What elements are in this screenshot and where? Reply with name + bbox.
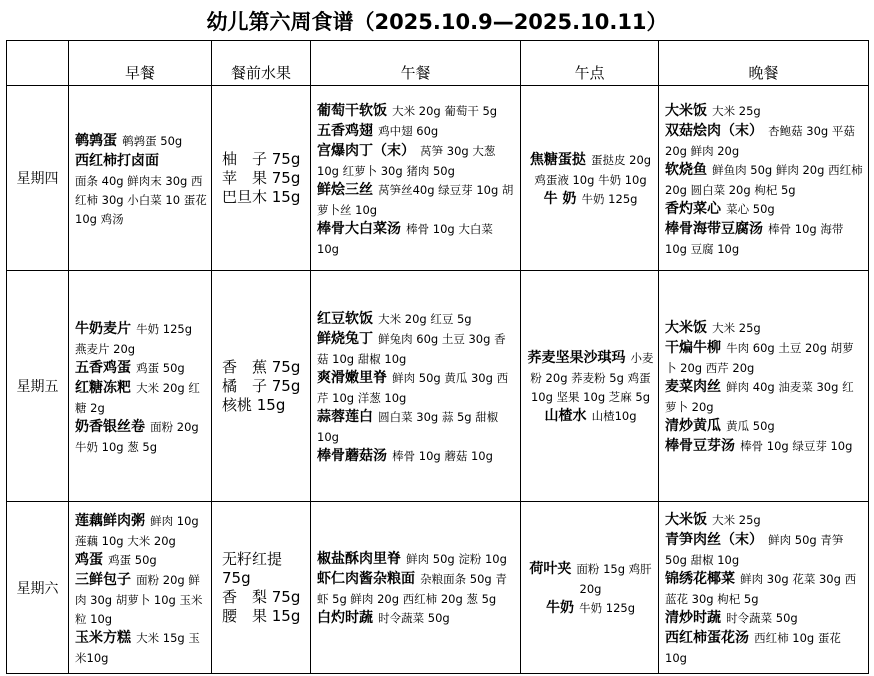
dish-ingredients: 鸡中翅 60g (378, 123, 439, 138)
fruit-item: 腰 果 15g (222, 606, 301, 625)
dish-ingredients: 面粉 20g 鲜肉 30g 胡萝卜 10g 玉米粒 10g (75, 572, 203, 626)
dish-item (75, 377, 207, 416)
dish-ingredients: 牛奶 125g 燕麦片 20g (75, 321, 192, 356)
dish-name: 鲜烩三丝 (317, 181, 373, 198)
dish-item (317, 568, 516, 607)
dish-name: 爽滑嫩里脊 (317, 369, 387, 386)
dish-item (665, 317, 864, 337)
dish-item (527, 188, 654, 208)
fruit-item: 苹 果 75g (222, 168, 301, 187)
dish-name: 干煸牛柳 (665, 340, 721, 356)
dish-name: 五香鸡蛋 (75, 359, 131, 376)
header-snack: 午点 (521, 41, 659, 86)
dish-item (665, 415, 864, 435)
dish-name: 山楂水 (544, 408, 587, 424)
dish-item (665, 198, 864, 218)
dish-item (317, 120, 516, 140)
dish-name: 宫爆肉丁（末） (317, 142, 415, 159)
dish-ingredients: 圆白菜 30g 蒜 5g 甜椒 10g (317, 409, 499, 444)
dish-ingredients: 时令蔬菜 50g (378, 611, 450, 625)
dish-name: 大米饭 (665, 512, 707, 528)
dish-ingredients: 牛奶 125g (581, 191, 638, 206)
dish-item (665, 435, 864, 455)
dish-ingredients: 牛奶 125g (579, 601, 635, 615)
day-row (7, 502, 869, 674)
dish-ingredients: 大米 20g 红豆 5g (378, 311, 472, 326)
dish-item (317, 179, 516, 218)
fruit-item: 香 蕉 75g (222, 357, 301, 376)
dish-name: 莲藕鲜肉粥 (75, 512, 145, 529)
dish-name: 牛奶麦片 (75, 320, 131, 337)
day-row (7, 86, 869, 271)
dish-item (75, 150, 207, 170)
dish-name: 焦糖蛋挞 (529, 151, 586, 168)
dish-item (75, 549, 207, 569)
breakfast-cell (69, 502, 212, 674)
dish-ingredients: 山楂10g (591, 409, 637, 423)
day-label: 星期六 (7, 502, 69, 674)
dish-item (75, 318, 207, 357)
dish-name: 香灼菜心 (665, 200, 721, 217)
dish-ingredients: 小麦粉 20g 荞麦粉 5g 鸡蛋 10g 坚果 10g 芝麻 5g (530, 351, 654, 404)
dinner-cell (659, 502, 869, 674)
dish-ingredients: 鲜肉 50g 淀粉 10g (406, 552, 507, 566)
dish-item (317, 548, 516, 568)
dish-item (665, 100, 864, 120)
dish-ingredients: 棒骨 10g 蘑菇 10g (392, 448, 493, 463)
snack-cell (521, 271, 659, 502)
fruit-item: 橘 子 75g (222, 376, 301, 395)
dish-ingredients: 蛋挞皮 20g 鸡蛋液 10g 牛奶 10g (534, 152, 652, 187)
dish-name: 棒骨豆芽汤 (665, 438, 735, 454)
dish-name: 棒骨大白菜汤 (317, 220, 401, 237)
dish-name: 鸡蛋 (75, 551, 103, 568)
dish-name: 西红柿蛋花汤 (665, 630, 749, 646)
dish-ingredients: 大米 20g 红糖 2g (75, 380, 200, 415)
header-dinner: 晚餐 (659, 41, 869, 86)
dish-item (317, 445, 516, 465)
fruit-item: 香 梨 75g (222, 587, 301, 606)
dish-name: 白灼时蔬 (317, 610, 373, 626)
dish-item (665, 337, 864, 376)
dish-name: 清炒时蔬 (665, 610, 721, 626)
dish-name: 鹌鹑蛋 (75, 132, 117, 149)
dish-item (665, 509, 864, 529)
dish-item (75, 510, 207, 549)
dish-ingredients: 大米 25g (712, 513, 761, 527)
dish-item (317, 328, 516, 367)
dish-item (75, 357, 207, 377)
menu-table (6, 40, 869, 674)
fruit-item: 柚 子 75g (222, 149, 301, 168)
dish-name: 大米饭 (665, 320, 707, 336)
fruit-cell (212, 271, 311, 502)
dish-ingredients: 棒骨 10g 海带 10g 豆腐 10g (665, 221, 844, 256)
dish-ingredients: 大米 15g 玉米10g (75, 630, 200, 665)
dish-item (527, 149, 654, 188)
dish-item (317, 607, 516, 627)
dish-name: 麦菜肉丝 (665, 379, 721, 395)
dish-ingredients: 鹌鹑蛋 50g (122, 133, 183, 148)
fruit-cell (212, 86, 311, 271)
dish-item (665, 159, 864, 198)
dish-name: 三鲜包子 (75, 571, 131, 588)
dish-item (665, 568, 864, 607)
dish-ingredients: 鸡蛋 50g (108, 552, 157, 567)
dish-ingredients: 鲜肉 10g 莲藕 10g 大米 20g (75, 513, 199, 548)
header-lunch: 午餐 (311, 41, 521, 86)
header-row (7, 41, 869, 86)
dish-name: 牛 奶 (543, 190, 577, 207)
dish-item (665, 627, 864, 666)
dish-ingredients: 面条 40g 鲜肉末 30g 西红柿 30g 小白菜 10 蛋花 10g 鸡汤 (75, 173, 207, 226)
dish-ingredients: 莴笋丝40g 绿豆芽 10g 胡萝卜丝 10g (317, 182, 514, 217)
dish-name: 鲜烧兔丁 (317, 330, 373, 347)
breakfast-cell (69, 271, 212, 502)
dish-item (665, 218, 864, 257)
dish-item (317, 406, 516, 445)
dish-ingredients: 西红柿 10g 蛋花 10g (665, 631, 841, 665)
dish-ingredients: 鸡蛋 50g (136, 360, 185, 375)
dish-ingredients: 时令蔬菜 50g (726, 611, 798, 625)
day-label: 星期四 (7, 86, 69, 271)
dish-ingredients: 菜心 50g (726, 201, 775, 216)
dish-name: 虾仁肉酱杂粮面 (317, 571, 415, 587)
dish-name: 青笋肉丝（末） (665, 532, 763, 548)
dish-name: 棒骨海带豆腐汤 (665, 220, 763, 237)
fruit-cell (212, 502, 311, 674)
dish-ingredients: 棒骨 10g 绿豆芽 10g (740, 439, 853, 453)
dish-item (75, 130, 207, 150)
snack-cell (521, 86, 659, 271)
dish-name: 锦绣花椰菜 (665, 571, 735, 587)
dish-name: 西红柿打卤面 (75, 152, 159, 169)
dish-item (317, 100, 516, 120)
dish-item (527, 347, 654, 405)
header-breakfast: 早餐 (69, 41, 212, 86)
dish-name: 软烧鱼 (665, 161, 707, 178)
dish-item (527, 405, 654, 425)
dish-item (527, 558, 654, 597)
dish-ingredients: 鲜兔肉 60g 土豆 30g 香菇 10g 甜椒 10g (317, 331, 506, 366)
dish-name: 红糖冻粑 (75, 379, 131, 396)
fruit-item: 核桃 15g (222, 395, 286, 414)
dish-ingredients: 牛肉 60g 土豆 20g 胡萝卜 20g 西芹 20g (665, 341, 854, 375)
dish-ingredients: 鲜鱼肉 50g 鲜肉 20g 西红柿 20g 圆白菜 20g 枸杞 5g (665, 162, 863, 197)
dish-ingredients: 莴笋 30g 大葱 10g 红萝卜 30g 猪肉 50g (317, 143, 496, 178)
day-row (7, 271, 869, 502)
day-label: 星期五 (7, 271, 69, 502)
snack-cell (521, 502, 659, 674)
dish-name: 清炒黄瓜 (665, 418, 721, 434)
dish-ingredients: 杏鲍菇 30g 平菇 20g 鲜肉 20g (665, 123, 855, 158)
dish-item (665, 376, 864, 415)
dish-item (317, 367, 516, 406)
dish-item (527, 597, 654, 617)
lunch-cell (311, 271, 521, 502)
dish-ingredients: 棒骨 10g 大白菜 10g (317, 221, 493, 256)
dish-item (317, 218, 516, 257)
dinner-cell (659, 271, 869, 502)
dish-ingredients: 鲜肉 50g 黄瓜 30g 西芹 10g 洋葱 10g (317, 370, 509, 405)
dish-name: 蒜蓉莲白 (317, 408, 373, 425)
dish-ingredients: 面粉 15g 鸡肝 20g (576, 562, 652, 596)
dish-ingredients: 鲜肉 50g 青笋 50g 甜椒 10g (665, 533, 844, 567)
dish-name: 大米饭 (665, 102, 707, 119)
dish-name: 荷叶夹 (529, 561, 572, 577)
dish-item (75, 416, 207, 455)
dinner-cell (659, 86, 869, 271)
dish-ingredients: 杂粮面条 50g 青虾 5g 鲜肉 20g 西红柿 20g 葱 5g (317, 572, 507, 606)
dish-item (317, 140, 516, 179)
dish-ingredients: 大米 25g (712, 321, 761, 335)
dish-name: 椒盐酥肉里脊 (317, 551, 401, 567)
dish-item (75, 569, 207, 627)
dish-ingredients: 黄瓜 50g (726, 419, 775, 433)
dish-name: 红豆软饭 (317, 310, 373, 327)
dish-name: 牛奶 (546, 600, 574, 616)
dish-item (665, 120, 864, 159)
dish-ingredients: 面粉 20g 牛奶 10g 葱 5g (75, 419, 199, 454)
dish-ingredients: 鲜肉 30g 花菜 30g 西蓝花 30g 枸杞 5g (665, 572, 857, 606)
header-fruit: 餐前水果 (212, 41, 311, 86)
dish-name: 双菇烩肉（末） (665, 122, 763, 139)
dish-name: 葡萄干软饭 (317, 102, 387, 119)
lunch-cell (311, 86, 521, 271)
breakfast-cell (69, 86, 212, 271)
lunch-cell (311, 502, 521, 674)
dish-item (75, 170, 207, 227)
dish-name: 奶香银丝卷 (75, 418, 145, 435)
dish-ingredients: 大米 20g 葡萄干 5g (392, 103, 498, 118)
dish-name: 五香鸡翅 (317, 122, 373, 139)
dish-name: 棒骨蘑菇汤 (317, 447, 387, 464)
dish-item (75, 627, 207, 666)
dish-ingredients: 鲜肉 40g 油麦菜 30g 红萝卜 20g (665, 380, 854, 414)
fruit-item: 无籽红提 75g (222, 549, 283, 587)
dish-ingredients: 大米 25g (712, 103, 761, 118)
dish-item (317, 308, 516, 328)
dish-name: 玉米方糕 (75, 629, 131, 646)
page-title: 幼儿第六周食谱（2025.10.9—2025.10.11） (206, 10, 668, 34)
dish-name: 荞麦坚果沙琪玛 (527, 350, 626, 366)
fruit-item: 巴旦木 15g (222, 187, 301, 206)
dish-item (665, 529, 864, 568)
header-corner (7, 41, 69, 86)
dish-item (665, 607, 864, 627)
